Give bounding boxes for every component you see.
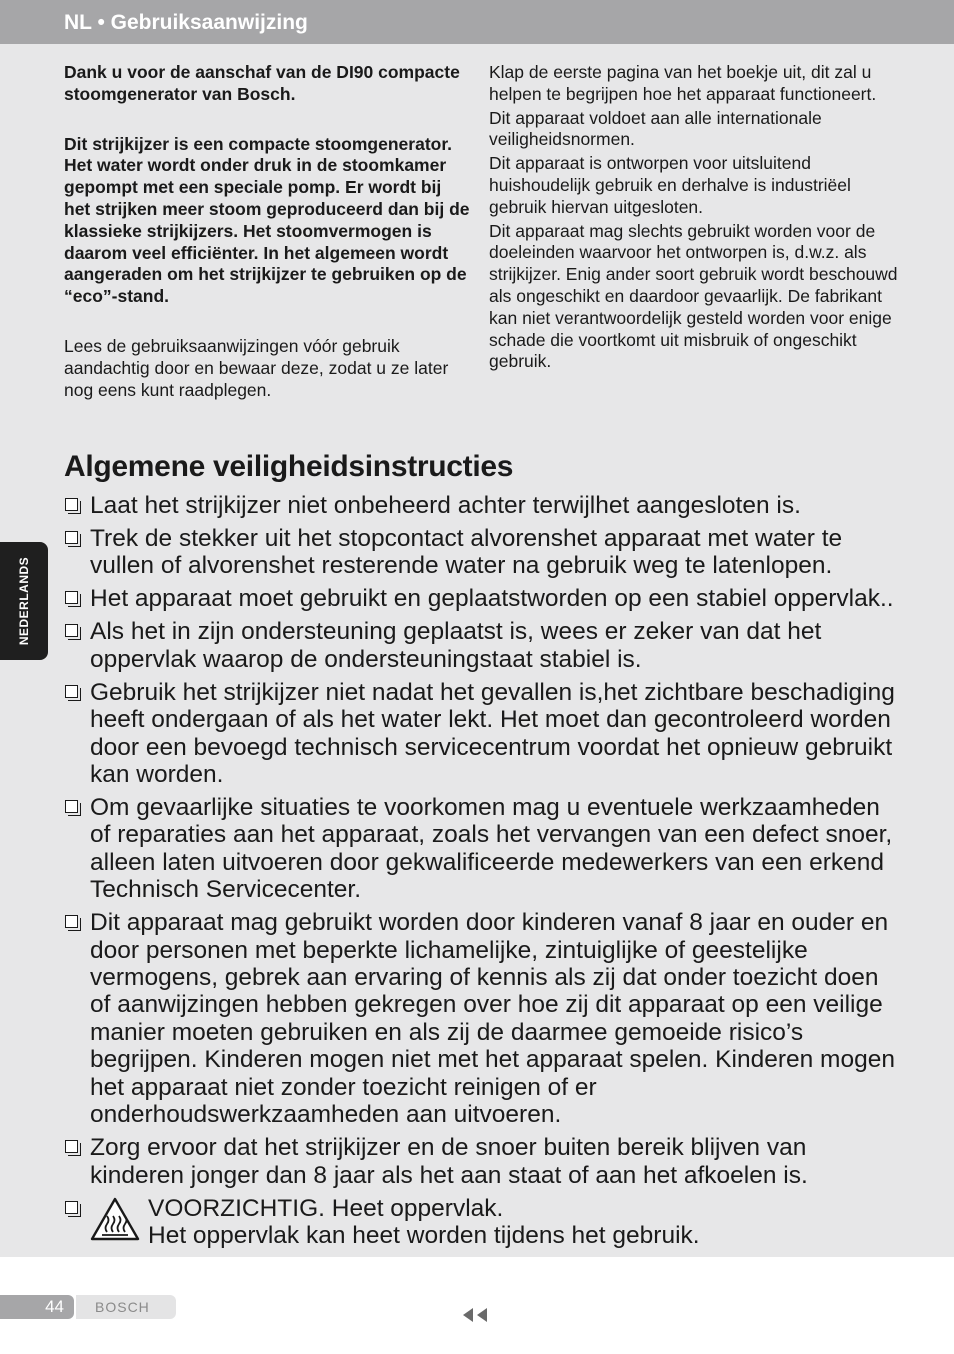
list-item [64,618,904,673]
checkbox-bullet-icon [65,915,78,928]
intro-description: Dit strijkijzer is een compacte stoomgenerator. Het water wordt onder druk in de stoomkamer gepompt met een speciale pomp. Er wordt bij het strijken meer stoom geproduceerd dan bij de klassieke strijkijzers. Het stoomvermogen is daarom veel efficiënter. In het algemeen wordt aangeraden om het strijkijzer te gebruiken op de “eco”-stand. [64,133,470,307]
list-item-text: Zorg ervoor dat het strijkijzer en de snoer buiten bereik blijven van kinderen jonger dan 8 jaar als het aan staat of aan het afkoelen is. [90,1134,808,1189]
list-item [64,525,904,580]
checkbox-bullet-icon [65,685,78,698]
intro-right-paragraph: Dit apparaat is ontworpen voor uitsluitend huishoudelijk gebruik en derhalve is industriëel gebruik hiervan uitgesloten. [489,153,851,217]
section-title: Algemene veiligheidsinstructies [64,450,514,483]
checkbox-bullet-icon [65,531,78,544]
checkbox-bullet-icon [65,498,78,511]
intro-left-column [64,62,472,401]
list-item-text: Als het in zijn ondersteuning geplaatst is, wees er zeker van dat het oppervlak waarop de ondersteuningstaat stabiel is. [90,618,822,673]
list-item [64,492,904,519]
checkbox-bullet-icon [65,1201,78,1214]
list-item-text: Het apparaat moet gebruikt en geplaatstworden op een stabiel oppervlak.. [90,585,894,613]
header-title: NL • Gebruiksaanwijzing [64,11,308,34]
list-item [64,794,904,904]
intro-thanks: Dank u voor de aanschaf van de DI90 compacte stoomgenerator van Bosch. [64,62,460,104]
list-item [64,909,904,1128]
checkbox-bullet-icon [65,800,78,813]
list-item [64,679,904,789]
list-item-text: Trek de stekker uit het stopcontact alvorenshet apparaat met water te vullen of alvorenshet resterende water na gebruik weg te latenlopen. [90,525,843,580]
page-number: 44 [0,1295,74,1319]
list-item-text: Dit apparaat mag gebruikt worden door kinderen vanaf 8 jaar en ouder en door personen met beperkte lichamelijke, zintuiglijke of geestelijke vermogens, gebrek aan ervaring of kennis als zij dat onder toezicht doen of aanwijzingen hebben gekregen over hoe zij dit apparaat op een veilige manier moeten gebruiken en als zij de daarmee gemoeide risico’s begrijpen. Kinderen mogen niet met het apparaat spelen. Kinderen mogen het apparaat niet zonder toezicht reinigen of er onderhoudswerkzaamheden aan uitvoeren. [90,909,895,1129]
header-bar [0,0,954,44]
caution-item [64,1195,904,1250]
intro-right-paragraph: Dit apparaat voldoet aan alle internationale veiligheidsnormen. [489,107,822,150]
caution-text: Het oppervlak kan heet worden tijdens het gebruik. [148,1221,700,1249]
intro-right-column [489,62,899,375]
caution-title: VOORZICHTIG. Heet oppervlak. [148,1194,504,1222]
hot-surface-warning-icon [90,1197,140,1241]
checkbox-bullet-icon [65,591,78,604]
brand-label: BOSCH [76,1295,176,1319]
language-side-tab [0,542,48,660]
intro-read-instructions: Lees de gebruiksaanwijzingen vóór gebruik aandachtig door en bewaar deze, zodat u ze later nog eens kunt raadplegen. [64,335,449,400]
side-tab-label: NEDERLANDS [17,556,31,646]
double-chevron-left-icon[interactable] [461,1306,489,1324]
intro-right-paragraph: Dit apparaat mag slechts gebruikt worden voor de doeleinden waarvoor het ontworpen is, d.w.z. als strijkijzer. Enig ander soort gebruik wordt beschouwd als ongeschikt en daardoor gevaarlijk. De fabrikant kan niet verantwoordelijk gesteld worden voor enige schade die voortkomt uit misbruik of ongeschikt gebruik. [489,220,898,372]
list-item [64,1134,904,1189]
safety-instructions-list [64,492,904,1255]
checkbox-bullet-icon [65,624,78,637]
list-item-text: Om gevaarlijke situaties te voorkomen mag u eventuele werkzaamheden of reparaties aan het apparaat, zoals het vervangen van een defect snoer, alleen laten uitvoeren door gekwalificeerde medewerkers van een erkend Technisch Servicecenter. [90,794,893,904]
list-item-text: Gebruik het strijkijzer niet nadat het gevallen is,het zichtbare beschadiging heeft ondergaan of als het water lekt. Het moet dan gecontroleerd worden door een bevoegd technisch servicecentrum voordat het opnieuw gebruikt kan worden. [90,678,895,789]
list-item [64,585,904,612]
intro-right-paragraph: Klap de eerste pagina van het boekje uit, dit zal u helpen te begrijpen hoe het apparaat functioneert. [489,62,877,104]
list-item-text: Laat het strijkijzer niet onbeheerd achter terwijlhet aangesloten is. [90,492,801,519]
checkbox-bullet-icon [65,1140,78,1153]
